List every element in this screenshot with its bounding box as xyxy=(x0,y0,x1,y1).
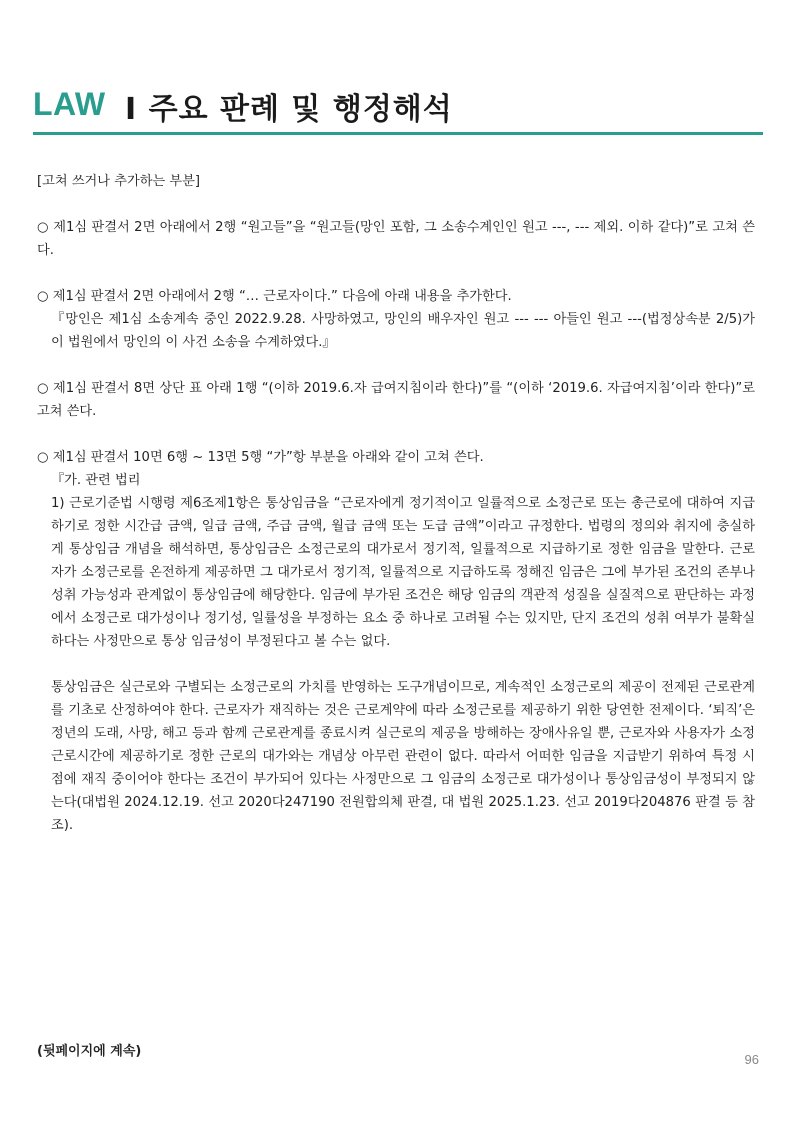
page-title: Ⅰ 주요 판례 및 행정해석 xyxy=(125,92,453,127)
document-body xyxy=(37,170,755,837)
page-header xyxy=(33,84,763,136)
amendment-item-3: ○ 제1심 판결서 8면 상단 표 아래 1행 “(이하 2019.6.자 급여지침이라 한다)”를 “(이하 ‘2019.6. 자급여지침’이라 한다)”로 고쳐 쓴다. xyxy=(37,381,755,419)
legal-principles-heading: 『가. 관련 법리 xyxy=(51,473,141,488)
section-label: [고쳐 쓰거나 추가하는 부분] xyxy=(37,174,200,189)
paragraph-1: 1) 근로기준법 시행령 제6조제1항은 통상임금을 “근로자에게 정기적이고 일률적으로 소정근로 또는 총근로에 대하여 지급하기로 정한 시간급 금액, 일급 금액, 주급 금액, 월급 금액 또는 도급 금액”이라고 규정한다. 법령의 정의와 취지에 충실하게 통상임금 개념을 해석하면, 통상임금은 소정근로의 대가로서 정기적, 일률적으로 지급하기로 정한 임금을 말한다. 근로자가 소정근로를 온전하게 제공하면 그 대가로서 정기적, 일률적으로 지급하도록 정해진 임금은 그에 부가된 조건의 존부나 성취 가능성과 관계없이 통상임금에 해당한다. 임금에 부가된 조건은 해당 임금의 객관적 성질을 실질적으로 판단하는 과정에서 소정근로 대가성이나 정기성, 일률성을 부정하는 요소 중 하나로 고려될 수는 있지만, 단지 조건의 성취 여부가 불확실하다는 사정만으로 통상 임금성이 부정된다고 볼 수는 없다. xyxy=(51,496,755,649)
page-number: 96 xyxy=(744,1052,759,1067)
amendment-item-2: ○ 제1심 판결서 2면 아래에서 2행 “… 근로자이다.” 다음에 아래 내용을 추가한다. xyxy=(37,289,512,304)
law-label: LAW xyxy=(33,86,106,122)
header-divider xyxy=(33,132,763,135)
paragraph-2: 통상임금은 실근로와 구별되는 소정근로의 가치를 반영하는 도구개념이므로, 계속적인 소정근로의 제공이 전제된 근로관계를 기초로 산정하여야 한다. 근로자가 재직하는 것은 근로계약에 따라 소정근로를 제공하기 위한 당연한 전제이다. ‘퇴직’은 정년의 도래, 사망, 해고 등과 함께 근로관계를 종료시켜 실근로의 제공을 방해하는 장애사유일 뿐, 근로자와 사용자가 소정근로시간에 제공하기로 정한 근로의 대가와는 개념상 아무런 관련이 없다. 따라서 어떠한 임금을 지급받기 위하여 특정 시점에 재직 중이어야 한다는 조건이 부가되어 있다는 사정만으로 그 임금의 소정근로 대가성이나 통상임금성이 부정되지 않는다(대법원 2024.12.19. 선고 2020다247190 전원합의체 판결, 대 법원 2025.1.23. 선고 2019다204876 판결 등 참조). xyxy=(51,680,755,833)
amendment-item-4: ○ 제1심 판결서 10면 6행 ~ 13면 5행 “가”항 부분을 아래와 같이 고쳐 쓴다. xyxy=(37,450,484,465)
amendment-item-2-quote: 『망인은 제1심 소송계속 중인 2022.9.28. 사망하였고, 망인의 배우자인 원고 --- --- 아들인 원고 ---(법정상속분 2/5)가 이 법원에서 망인의 이 사건 소송을 수계하였다.』 xyxy=(51,312,755,350)
amendment-item-1: ○ 제1심 판결서 2면 아래에서 2행 “원고들”을 “원고들(망인 포함, 그 소송수계인인 원고 ---, --- 제외. 이하 같다)”로 고쳐 쓴다. xyxy=(37,220,755,258)
continued-note: (뒷페이지에 계속) xyxy=(37,1044,142,1059)
